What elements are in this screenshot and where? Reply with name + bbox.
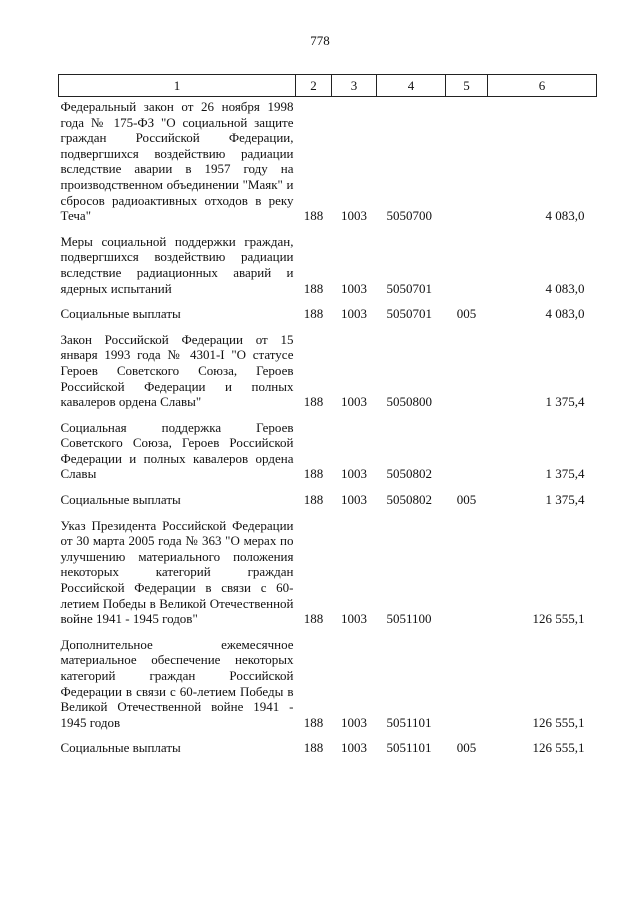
cell-sum: 1 375,4 [545, 394, 585, 410]
cell-vr: 005 [456, 306, 477, 322]
cell-vr [446, 97, 488, 229]
cell-ved: 188 [303, 740, 324, 756]
cell-csr: 5050802 [386, 492, 432, 508]
cell-ved: 188 [303, 394, 324, 410]
cell-name: Меры социальной поддержки граждан, подвергшихся воздействию радиации вследствие радиационных аварий и ядерных испытаний [60, 233, 294, 296]
cell-ved: 188 [303, 466, 324, 482]
header-col-5: 5 [446, 75, 488, 97]
cell-rz: 1003 [341, 208, 367, 224]
cell-csr: 5051100 [386, 611, 432, 627]
table-row [59, 229, 597, 301]
cell-name: Социальная поддержка Героев Советского Союза, Героев Российской Федерации и полных кавалеров ордена Славы [60, 419, 294, 482]
cell-ved: 188 [303, 306, 324, 322]
page-number: 778 [310, 33, 330, 48]
cell-rz: 1003 [341, 714, 367, 730]
cell-csr: 5050701 [386, 280, 432, 296]
table-row [59, 97, 597, 229]
cell-rz: 1003 [341, 280, 367, 296]
cell-csr: 5050802 [386, 466, 432, 482]
cell-vr [446, 632, 488, 736]
header-row [59, 75, 597, 97]
header-col-4: 4 [377, 75, 446, 97]
cell-sum: 4 083,0 [545, 306, 585, 322]
table-header [59, 75, 597, 97]
cell-vr [446, 415, 488, 487]
cell-rz: 1003 [341, 492, 367, 508]
cell-csr: 5051101 [386, 740, 432, 756]
cell-csr: 5050701 [386, 306, 432, 322]
header-col-2: 2 [296, 75, 332, 97]
cell-sum: 4 083,0 [545, 208, 585, 224]
table-row [59, 415, 597, 487]
cell-sum: 4 083,0 [545, 280, 585, 296]
cell-name: Закон Российской Федерации от 15 января 1993 года № 4301-I "О статусе Героев Советского Союза, Героев Российской Федерации и полных кавалеров ордена Славы" [60, 331, 294, 410]
cell-csr: 5050700 [386, 208, 432, 224]
header-col-6: 6 [488, 75, 597, 97]
cell-ved: 188 [303, 492, 324, 508]
cell-vr: 005 [456, 492, 477, 508]
cell-rz: 1003 [341, 611, 367, 627]
table-row [59, 301, 597, 327]
cell-name: Дополнительное ежемесячное материальное обеспечение некоторых категорий граждан Российской Федерации в связи с 60-летием Победы в Великой Отечественной войне 1941 - 1945 годов [60, 636, 294, 730]
cell-sum: 126 555,1 [532, 740, 585, 756]
table-row [59, 735, 597, 761]
cell-sum: 1 375,4 [545, 492, 585, 508]
cell-vr [446, 229, 488, 301]
cell-name: Социальные выплаты [60, 492, 181, 508]
cell-name: Социальные выплаты [60, 740, 181, 756]
cell-ved: 188 [303, 280, 324, 296]
cell-sum: 126 555,1 [532, 611, 585, 627]
cell-csr: 5050800 [386, 394, 432, 410]
header-col-1: 1 [59, 75, 296, 97]
header-col-3: 3 [332, 75, 377, 97]
cell-rz: 1003 [341, 306, 367, 322]
cell-rz: 1003 [341, 740, 367, 756]
cell-vr [446, 327, 488, 415]
cell-ved: 188 [303, 208, 324, 224]
cell-rz: 1003 [341, 466, 367, 482]
cell-ved: 188 [303, 714, 324, 730]
cell-sum: 1 375,4 [545, 466, 585, 482]
cell-name: Указ Президента Российской Федерации от 30 марта 2005 года № 363 "О мерах по улучшению материального положения некоторых категорий граждан Российской Федерации в связи с 60-летием Победы в Великой Отечественной войне 1941 - 1945 годов" [60, 517, 294, 627]
cell-csr: 5051101 [386, 714, 432, 730]
cell-sum: 126 555,1 [532, 714, 585, 730]
table-row [59, 632, 597, 736]
cell-rz: 1003 [341, 394, 367, 410]
cell-ved: 188 [303, 611, 324, 627]
table-row [59, 487, 597, 513]
table-row [59, 513, 597, 632]
cell-name: Федеральный закон от 26 ноября 1998 года № 175-ФЗ "О социальной защите граждан Российской Федерации, подвергшихся воздействию радиации вследствие аварии в 1957 году на производственном объединении "Маяк" и сбросов радиоактивных отходов в реку Теча" [60, 99, 294, 224]
cell-vr: 005 [456, 740, 477, 756]
cell-name: Социальные выплаты [60, 306, 181, 322]
table-body [59, 97, 597, 761]
cell-vr [446, 513, 488, 632]
table-row [59, 327, 597, 415]
budget-table [58, 74, 597, 761]
